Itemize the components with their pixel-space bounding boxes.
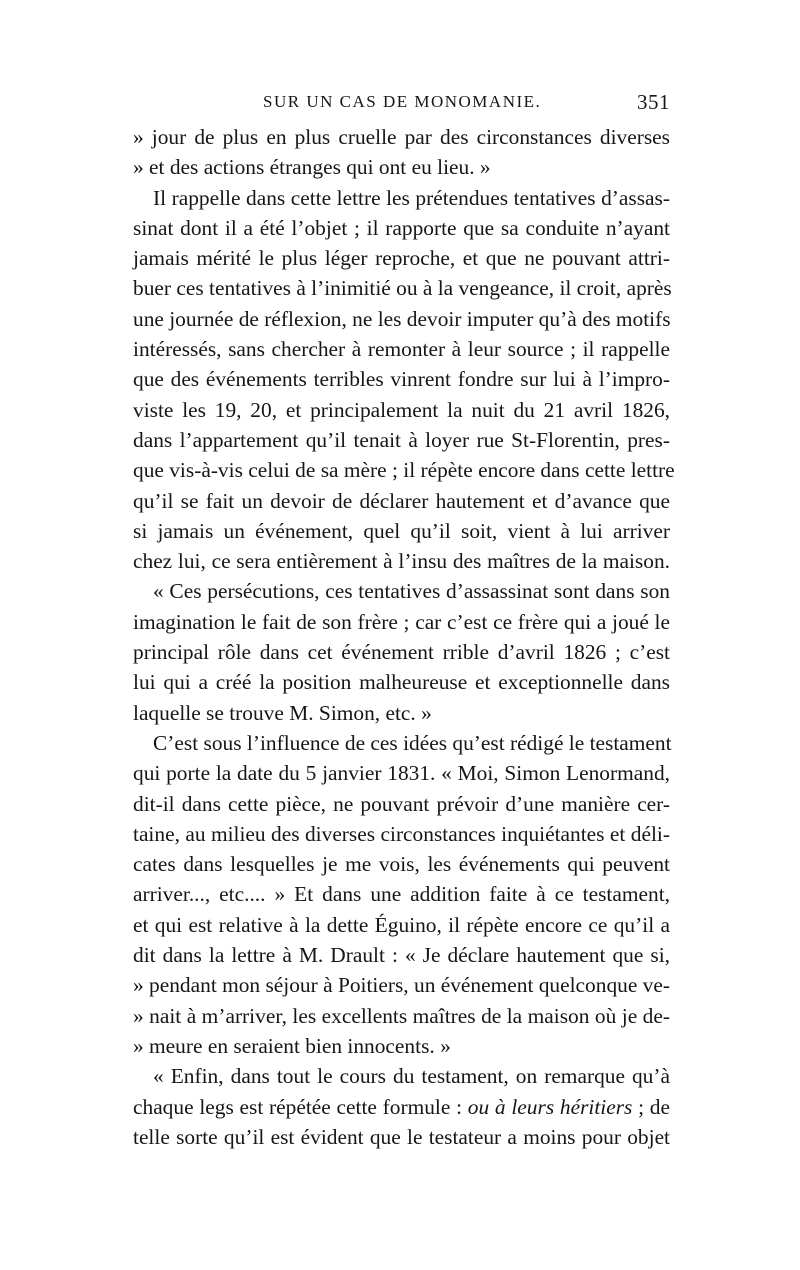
text-line: viste les 19, 20, et principalement la nuit du 21 avril 1826, (133, 397, 670, 422)
text-line: et qui est relative à la dette Éguino, il répète encore ce qu’il a (133, 912, 670, 937)
text-line: dit dans la lettre à M. Drault : « Je déclare hautement que si, (133, 943, 670, 968)
book-page (133, 90, 675, 1152)
text-line: » meure en seraient bien innocents. » (133, 1033, 451, 1058)
text-line: laquelle se trouve M. Simon, etc. » (133, 700, 432, 725)
page-header (133, 92, 670, 122)
page-number: 351 (637, 90, 670, 114)
text-line: C’est sous l’influence de ces idées qu’est rédigé le testament (153, 730, 672, 755)
text-line: principal rôle dans cet événement rrible d’avril 1826 ; c’est (133, 640, 670, 665)
text-line: dit-il dans cette pièce, ne pouvant prévoir d’une manière cer- (133, 791, 670, 816)
text-line: arriver..., etc.... » Et dans une addition faite à ce testament, (133, 882, 670, 907)
text-line: sinat dont il a été l’objet ; il rapporte que sa conduite n’ayant (133, 215, 670, 240)
text-line: « Ces persécutions, ces tentatives d’assassinat sont dans son (153, 579, 670, 604)
text-segment: chaque legs est répétée cette formule : (133, 1094, 468, 1119)
text-line: » jour de plus en plus cruelle par des circonstances diverses (133, 125, 670, 149)
text-line: qui porte la date du 5 janvier 1831. « Moi, Simon Lenormand, (133, 761, 670, 786)
text-line: » pendant mon séjour à Poitiers, un événement quelconque ve- (133, 973, 670, 998)
text-line: imagination le fait de son frère ; car c’est ce frère qui a joué le (133, 609, 670, 634)
text-line: jamais mérité le plus léger reproche, et que ne pouvant attri- (133, 246, 670, 271)
text-line: » nait à m’arriver, les excellents maîtres de la maison où je de- (133, 1003, 670, 1028)
text-line: qu’il se fait un devoir de déclarer hautement et d’avance que (133, 488, 670, 513)
text-line: Il rappelle dans cette lettre les prétendues tentatives d’assas- (153, 185, 670, 210)
text-line: « Enfin, dans tout le cours du testament, on remarque qu’à (153, 1064, 670, 1089)
text-segment: ; de (632, 1094, 670, 1119)
text-line: que des événements terribles vinrent fondre sur lui à l’impro- (133, 367, 670, 392)
text-line: buer ces tentatives à l’inimitié ou à la vengeance, il croit, après (133, 276, 672, 301)
text-line: cates dans lesquelles je me vois, les événements qui peuvent (133, 852, 670, 877)
italic-phrase: ou à leurs héritiers (467, 1094, 633, 1119)
text-line: que vis-à-vis celui de sa mère ; il répète encore dans cette lettre (133, 458, 675, 483)
body-text (133, 122, 675, 1152)
text-line: si jamais un événement, quel qu’il soit, vient à lui arriver (133, 518, 670, 543)
text-line: telle sorte qu’il est évident que le testateur a moins pour objet (133, 1124, 670, 1149)
text-line: lui qui a créé la position malheureuse et exceptionnelle dans (133, 670, 670, 695)
text-line: intéressés, sans chercher à remonter à leur source ; il rappelle (133, 337, 670, 362)
text-line: une journée de réflexion, ne les devoir imputer qu’à des motifs (133, 306, 671, 331)
text-line: chez lui, ce sera entièrement à l’insu des maîtres de la maison. (133, 549, 670, 574)
running-title: SUR UN CAS DE MONOMANIE. (263, 92, 542, 111)
text-line-with-italic (133, 1092, 670, 1122)
text-line: taine, au milieu des diverses circonstances inquiétantes et déli- (133, 821, 670, 846)
text-line: » et des actions étranges qui ont eu lieu. » (133, 155, 491, 180)
text-line: dans l’appartement qu’il tenait à loyer rue St-Florentin, pres- (133, 427, 670, 452)
